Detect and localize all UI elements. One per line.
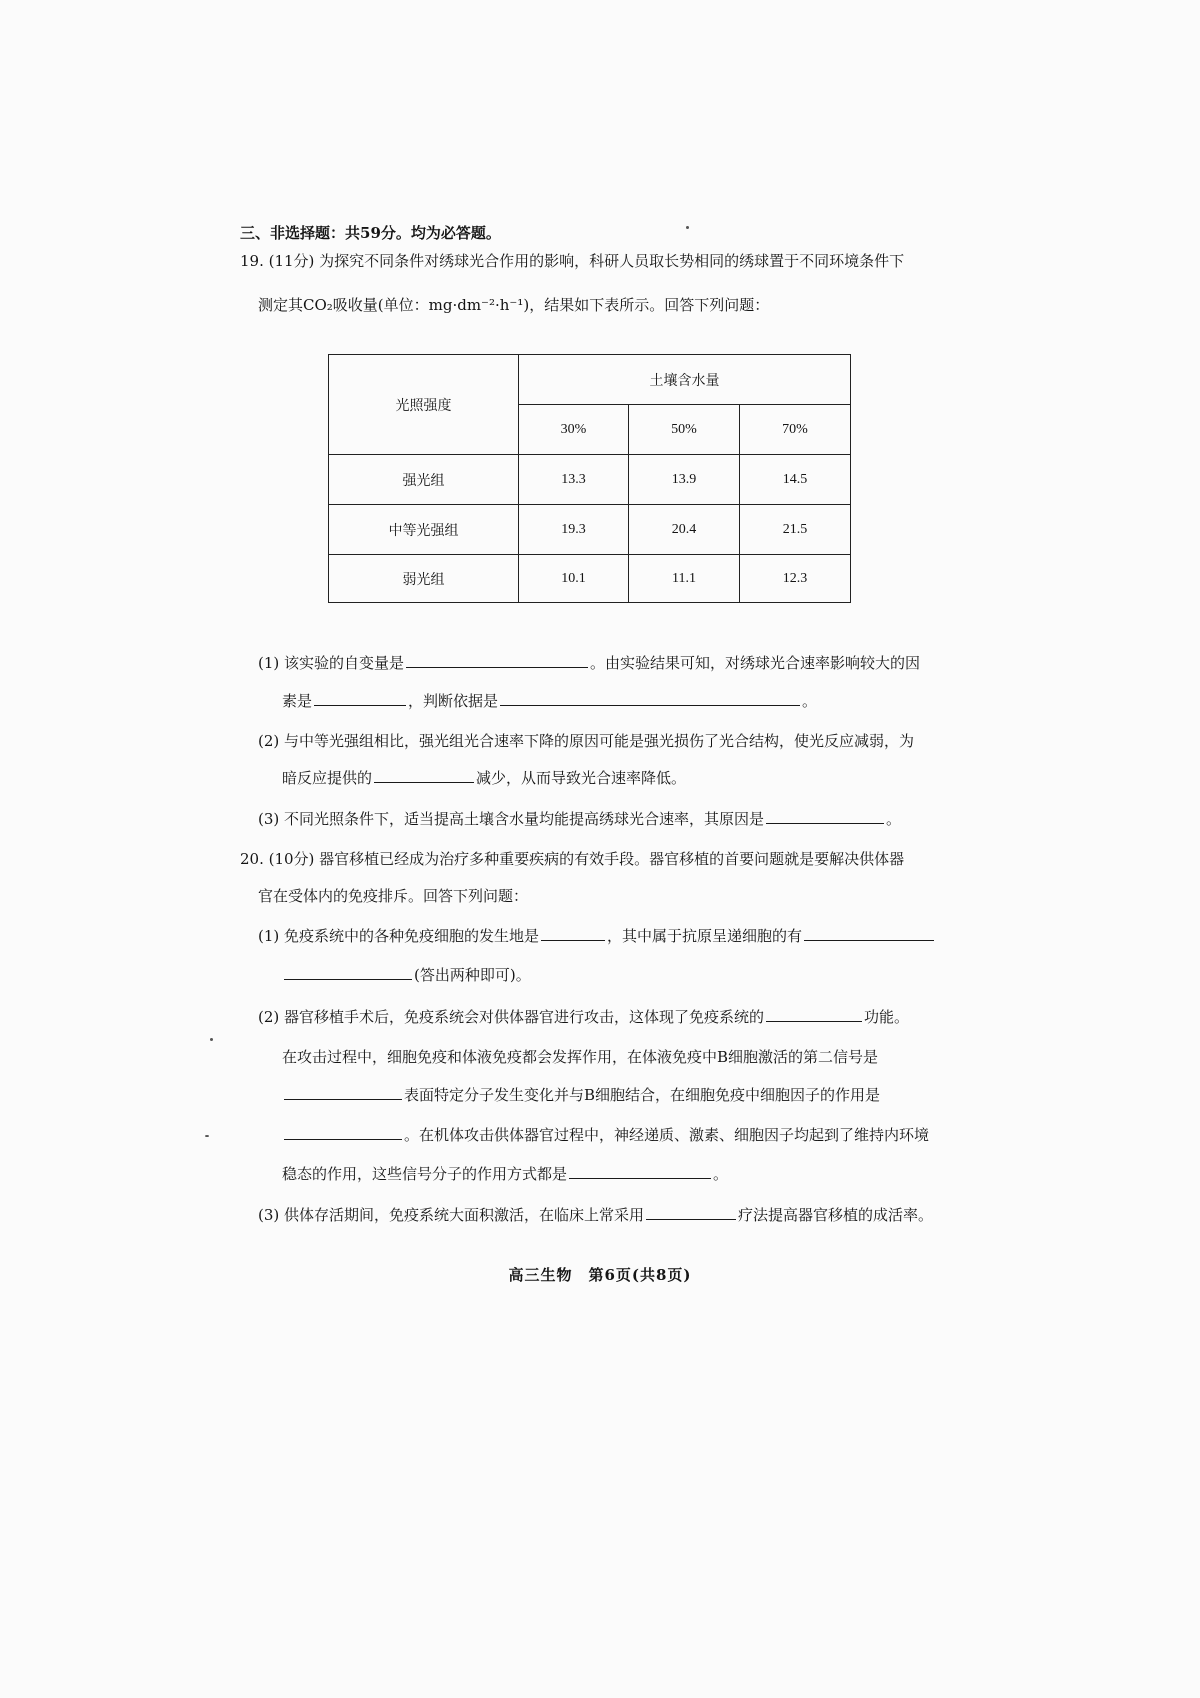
- q20-part-2-line-5: 稳态的作用，这些信号分子的作用方式都是 。: [282, 1165, 729, 1183]
- answer-blank[interactable]: [646, 1204, 736, 1220]
- table-row: [329, 505, 851, 555]
- answer-blank[interactable]: [284, 964, 412, 980]
- q20-part-2-line-3: 表面特定分子发生变化并与B细胞结合，在细胞免疫中细胞因子的作用是: [282, 1084, 880, 1106]
- q20-part-1-line-2: (答出两种即可)。: [282, 964, 531, 986]
- q19-part-2-line-1: (2) 与中等光强组相比，强光组光合速率下降的原因可能是强光损伤了光合结构，使光反应减弱，为: [258, 732, 915, 750]
- scan-speck: [210, 1038, 213, 1041]
- table-row-header: 光照强度: [329, 355, 519, 455]
- table-cell: 21.5: [740, 505, 851, 555]
- q20-part-1-line-1: (1) 免疫系统中的各种免疫细胞的发生地是 ，其中属于抗原呈递细胞的有: [258, 925, 936, 947]
- table-cell: 11.1: [629, 555, 740, 603]
- table-column-header: 70%: [740, 405, 851, 455]
- table-row: [329, 455, 851, 505]
- co2-absorption-table: [328, 354, 851, 603]
- answer-blank[interactable]: [541, 925, 605, 941]
- table-cell: 13.9: [629, 455, 740, 505]
- table-row-label: 弱光组: [329, 555, 519, 603]
- q20-part-2-line-2: 在攻击过程中，细胞免疫和体液免疫都会发挥作用，在体液免疫中B细胞激活的第二信号是: [282, 1048, 879, 1066]
- table-cell: 19.3: [519, 505, 629, 555]
- q19-part-2-line-2: 暗反应提供的 减少，从而导致光合速率降低。: [282, 769, 687, 787]
- q20-intro-line-2: 官在受体内的免疫排斥。回答下列问题：: [258, 887, 529, 905]
- q19-intro-line-1: 19. (11分) 为探究不同条件对绣球光合作用的影响，科研人员取长势相同的绣球置于不同环境条件下: [240, 252, 905, 270]
- scan-speck: [686, 226, 689, 229]
- table-column-header: 30%: [519, 405, 629, 455]
- answer-blank[interactable]: [569, 1163, 711, 1179]
- table-cell: 12.3: [740, 555, 851, 603]
- table-row: [329, 555, 851, 603]
- q19-intro-line-2: 测定其CO₂吸收量(单位：mg·dm⁻²·h⁻¹)，结果如下表所示。回答下列问题：: [258, 296, 770, 314]
- answer-blank[interactable]: [500, 690, 800, 706]
- q20-intro-line-1: 20. (10分) 器官移植已经成为治疗多种重要疾病的有效手段。器官移植的首要问题就是要解决供体器: [240, 850, 905, 868]
- answer-blank[interactable]: [374, 767, 474, 783]
- q20-part-3: (3) 供体存活期间，免疫系统大面积激活，在临床上常采用 疗法提高器官移植的成活率。: [258, 1206, 934, 1224]
- table-cell: 10.1: [519, 555, 629, 603]
- scan-speck: [205, 1135, 209, 1137]
- q19-part-1-line-1: (1) 该实验的自变量是 。由实验结果可知，对绣球光合速率影响较大的因: [258, 654, 921, 672]
- table-row-label: 中等光强组: [329, 505, 519, 555]
- answer-blank[interactable]: [284, 1124, 402, 1140]
- answer-blank[interactable]: [314, 690, 406, 706]
- table-column-group-header: 土壤含水量: [519, 355, 851, 405]
- table-cell: 14.5: [740, 455, 851, 505]
- table-cell: 20.4: [629, 505, 740, 555]
- answer-blank[interactable]: [766, 808, 884, 824]
- q20-part-2-line-1: (2) 器官移植手术后，免疫系统会对供体器官进行攻击，这体现了免疫系统的 功能。: [258, 1008, 910, 1026]
- q19-part-1-line-2: 素是 ，判断依据是 。: [282, 692, 818, 710]
- page-footer: 高三生物 第6页(共8页): [508, 1266, 692, 1284]
- q19-part-3: (3) 不同光照条件下，适当提高土壤含水量均能提高绣球光合速率，其原因是 。: [258, 810, 902, 828]
- answer-blank[interactable]: [766, 1006, 862, 1022]
- table-row-label: 强光组: [329, 455, 519, 505]
- answer-blank[interactable]: [804, 925, 934, 941]
- q20-part-2-line-4: 。在机体攻击供体器官过程中，神经递质、激素、细胞因子均起到了维持内环境: [282, 1124, 929, 1146]
- table-column-header: 50%: [629, 405, 740, 455]
- section-heading: 三、非选择题：共59分。均为必答题。: [240, 224, 501, 242]
- table-cell: 13.3: [519, 455, 629, 505]
- answer-blank[interactable]: [284, 1084, 402, 1100]
- answer-blank[interactable]: [406, 652, 588, 668]
